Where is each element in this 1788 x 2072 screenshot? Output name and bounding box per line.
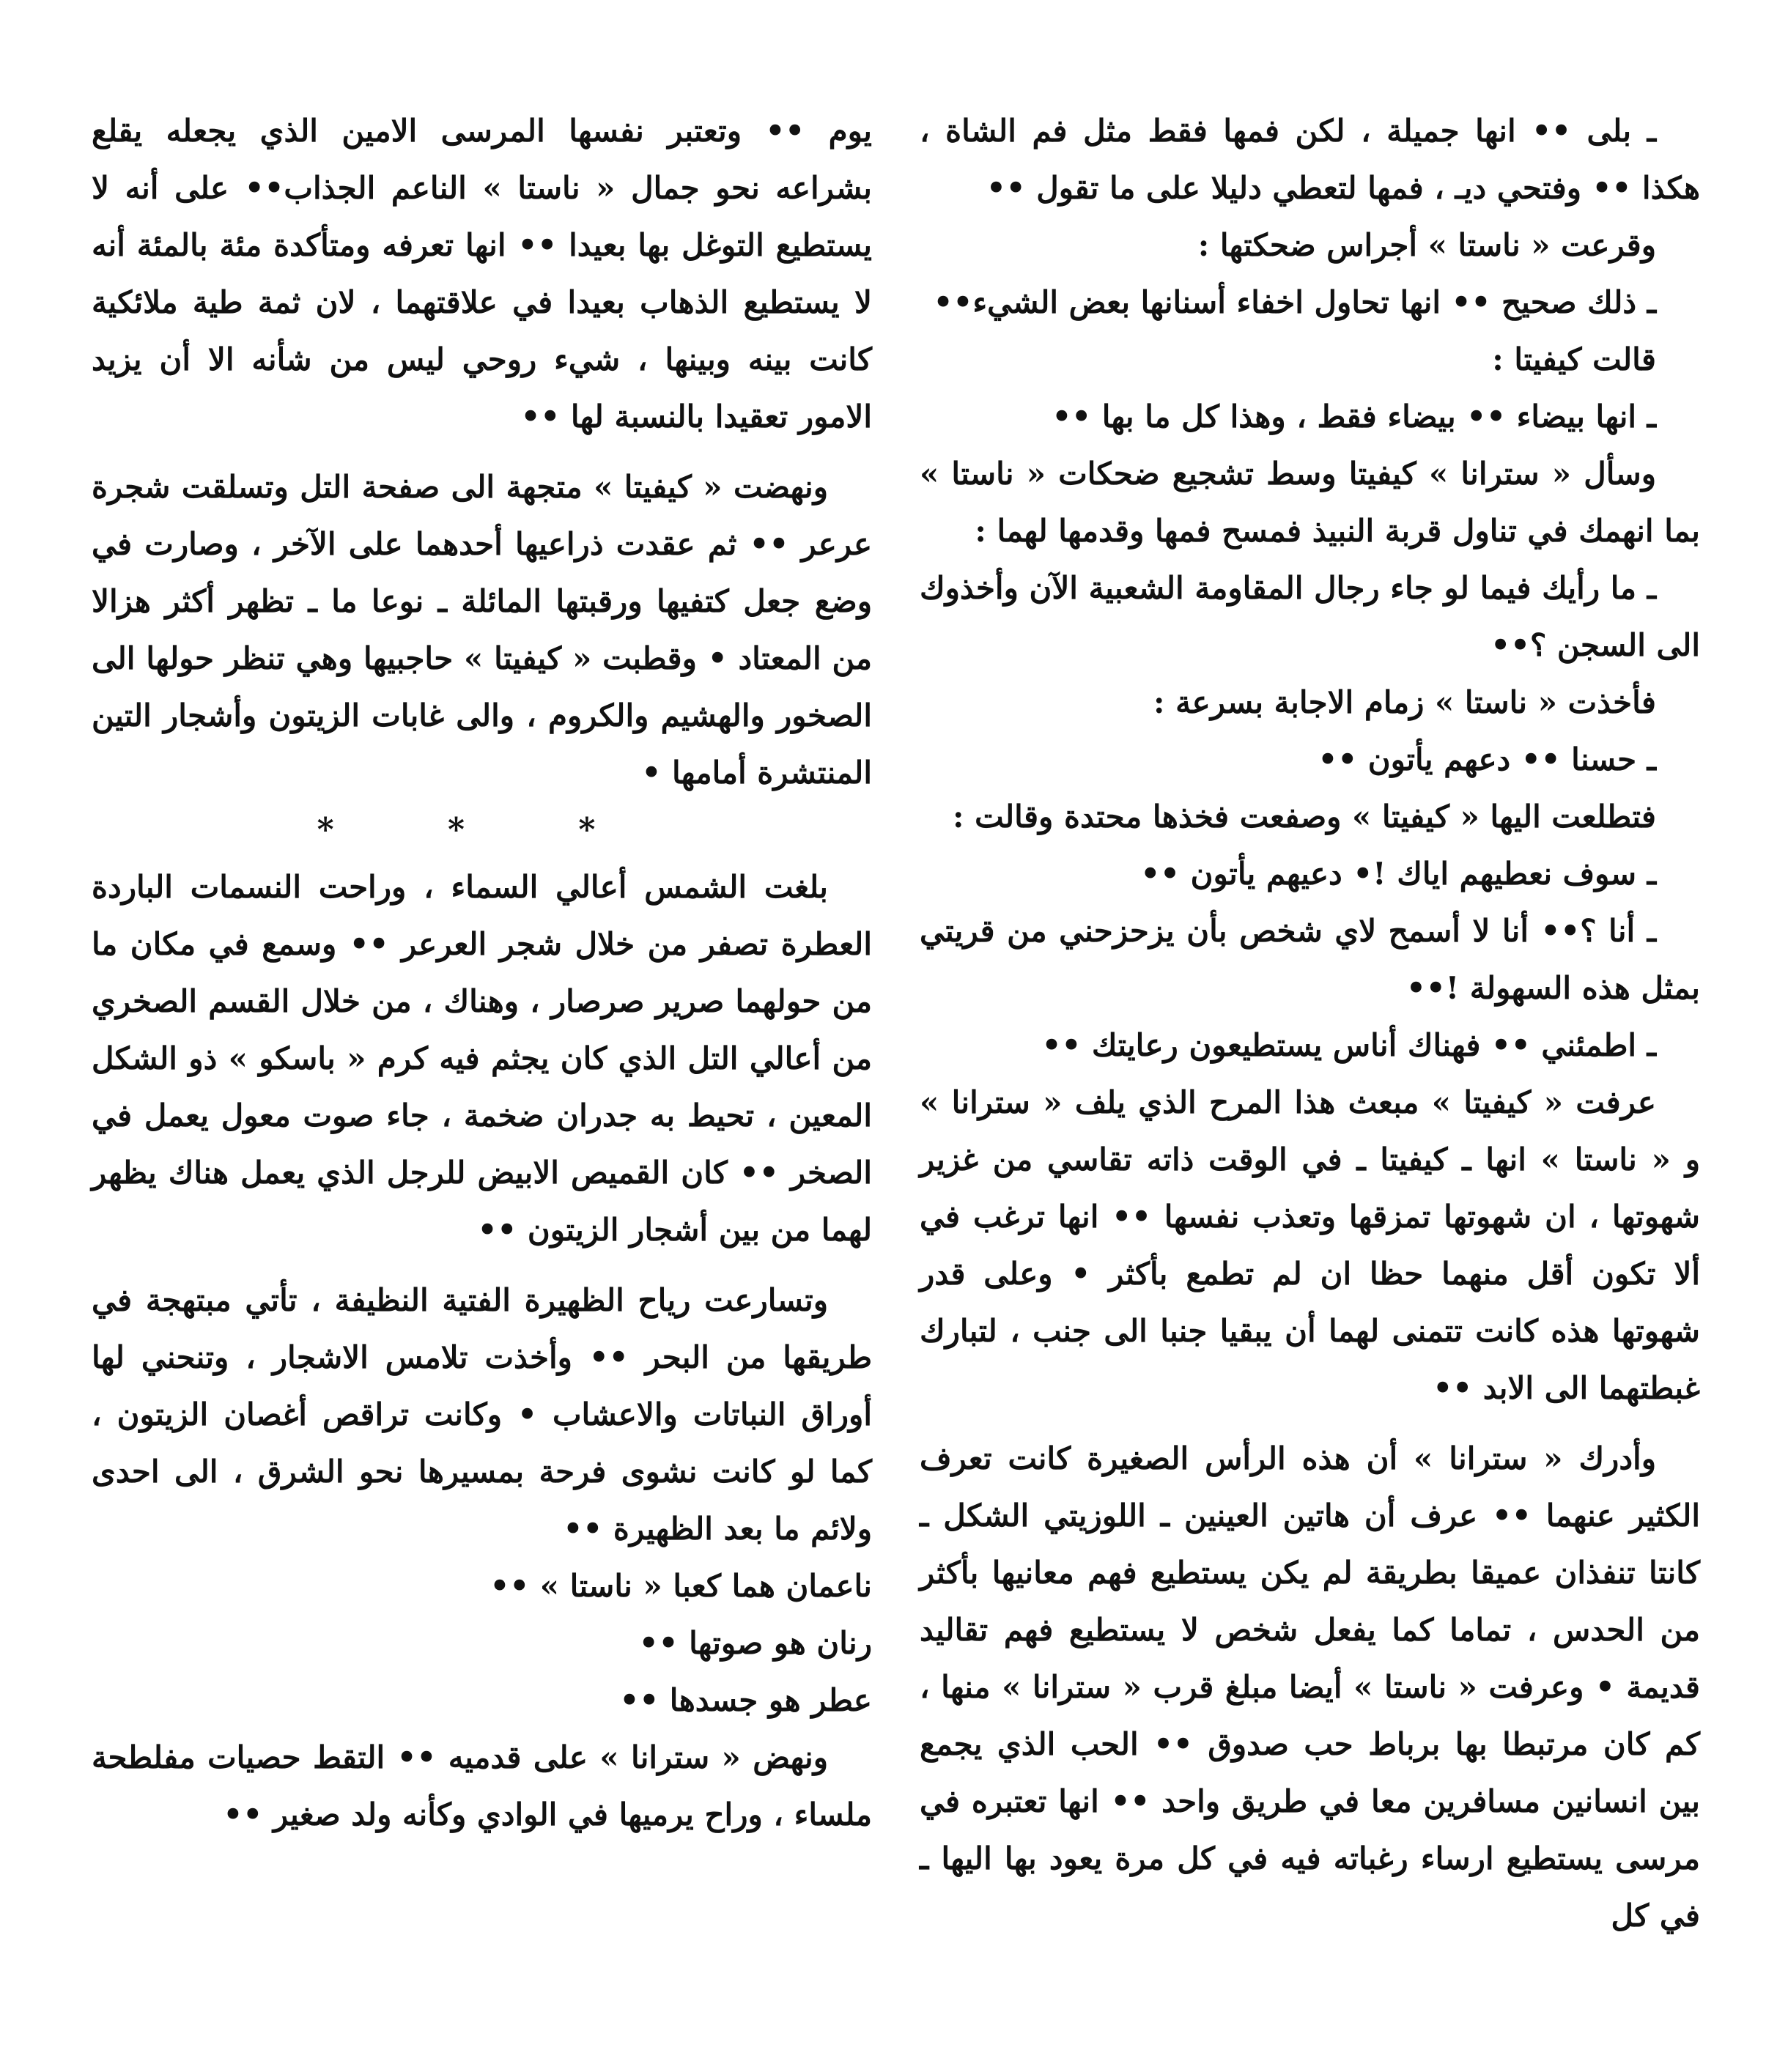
paragraph: وقرعت « ناستا » أجراس ضحكتها : <box>1197 227 1656 263</box>
paragraph: يوم •• وتعتبر نفسها المرسى الامين الذي يجعله يقلع بشراعه نحو جمال « ناستا » الناعم الجذاب•• على أنه لا يستطيع التوغل بها بعيدا •• انها تعرفه ومتأكدة مئة بالمئة أنه لا يستطيع الذهاب بعيدا في علاقتهما ، لان ثمة طية ملائكية كانت بينه وبينها ، شيء روحي ليس من شأنه الا أن يزيد الامور تعقيدا بالنسبة لها •• <box>92 113 872 434</box>
paragraph: فأخذت « ناستا » زمام الاجابة بسرعة : <box>1153 684 1656 720</box>
section-separator: * * * <box>317 811 647 848</box>
left-column <box>92 103 872 1843</box>
paragraph: ونهض « سترانا » على قدميه •• التقط حصيات مفلطحة ملساء ، وراح يرميها في الوادي وكأنه ولد صغير •• <box>92 1739 872 1832</box>
paragraph: ـ بلى •• انها جميلة ، لكن فمها فقط مثل فم الشاة ، هكذا •• وفتحي ديـ ، فمها لتعطي دليلا على ما تقول •• <box>920 113 1700 206</box>
paragraph: بلغت الشمس أعالي السماء ، وراحت النسمات الباردة العطرة تصفر من خلال شجر العرعر •• وسمع في مكان ما من حولهما صرير صرصار ، وهناك ، من خلال القسم الصخري من أعالي التل الذي كان يجثم فيه كرم « باسكو » ذو الشكل المعين ، تحيط به جدران ضخمة ، جاء صوت معول يعمل في الصخر •• كان القميص الابيض للرجل الذي يعمل هناك يظهر لهما من بين أشجار الزيتون •• <box>92 869 872 1248</box>
paragraph: ـ سوف نعطيهم اياك !• دعيهم يأتون •• <box>1140 856 1656 892</box>
paragraph: وسأل « سترانا » كيفيتا وسط تشجيع ضحكات « ناستا » بما انهمك في تناول قربة النبيذ فمسح فمها وقدمها لهما : <box>920 456 1700 549</box>
paragraph: قالت كيفيتا : <box>1492 341 1656 377</box>
paragraph: ـ انها بيضاء •• بيضاء فقط ، وهذا كل ما بها •• <box>1052 399 1656 434</box>
paragraph: فتطلعت اليها « كيفيتا » وصفعت فخذها محتدة وقالت : <box>953 799 1656 835</box>
poem-line: عطر هو جسدها •• <box>619 1682 872 1718</box>
paragraph: ـ اطمئني •• فهناك أناس يستطيعون رعايتك •• <box>1041 1027 1656 1063</box>
paragraph: ـ ما رأيك فيما لو جاء رجال المقاومة الشعبية الآن وأخذوك الى السجن ؟•• <box>920 570 1700 663</box>
right-column <box>920 103 1700 1945</box>
paragraph: ـ ذلك صحيح •• انها تحاول اخفاء أسنانها بعض الشيء•• <box>933 284 1656 320</box>
paragraph: ونهضت « كيفيتا » متجهة الى صفحة التل وتسلقت شجرة عرعر •• ثم عقدت ذراعيها أحدهما على الآخر ، وصارت في وضع جعل كتفيها ورقبتها المائلة ـ نوعا ما ـ تظهر أكثر هزالا من المعتاد • وقطبت « كيفيتا » حاجبيها وهي تنظر حولها الى الصخور والهشيم والكروم ، والى غابات الزيتون وأشجار التين المنتشرة أمامها • <box>92 469 872 791</box>
poem-line: رنان هو صوتها •• <box>638 1625 872 1661</box>
poem-line: ناعمان هما كعبا « ناستا » •• <box>490 1568 872 1604</box>
paragraph: عرفت « كيفيتا » مبعث هذا المرح الذي يلف « سترانا » و « ناستا » انها ـ كيفيتا ـ في الوقت ذاته تقاسي من غزير شهوتها ، ان شهوتها تمزقها وتعذب نفسها •• انها ترغب في ألا تكون أقل منهما حظا ان لم تطمع بأكثر • وعلى قدر شهوتها هذه كانت تتمنى لهما أن يبقيا جنبا الى جنب ، لتبارك غبطتهما الى الابد •• <box>920 1084 1700 1406</box>
paragraph: ـ حسنا •• دعهم يأتون •• <box>1318 741 1656 777</box>
paragraph: وتسارعت رياح الظهيرة الفتية النظيفة ، تأتي مبتهجة في طريقها من البحر •• وأخذت تلامس الاشجار ، وتنحني لها أوراق النباتات والاعشاب • وكانت تراقص أغصان الزيتون ، كما لو كانت نشوى فرحة بمسيرها نحو الشرق ، الى احدى ولائم ما بعد الظهيرة •• <box>92 1282 872 1547</box>
paragraph: وأدرك « سترانا » أن هذه الرأس الصغيرة كانت تعرف الكثير عنهما •• عرف أن هاتين العينين ـ اللوزيتي الشكل ـ كانتا تنفذان عميقا بطريقة لم يكن يستطيع فهم معانيها بأكثر من الحدس ، تماما كما يفعل شخص لا يستطيع فهم تقاليد قديمة • وعرفت « ناستا » أيضا مبلغ قرب « سترانا » منها ، كم كان مرتبطا بها برباط حب صدوق •• الحب الذي يجمع بين انسانين مسافرين معا في طريق واحد •• انها تعتبره في مرسى يستطيع ارساء رغباته فيه في كل مرة يعود بها اليها ـ في كل <box>920 1440 1700 1934</box>
paragraph: ـ أنا ؟•• أنا لا أسمح لاي شخص بأن يزحزحني من قريتي بمثل هذه السهولة !•• <box>920 913 1700 1006</box>
